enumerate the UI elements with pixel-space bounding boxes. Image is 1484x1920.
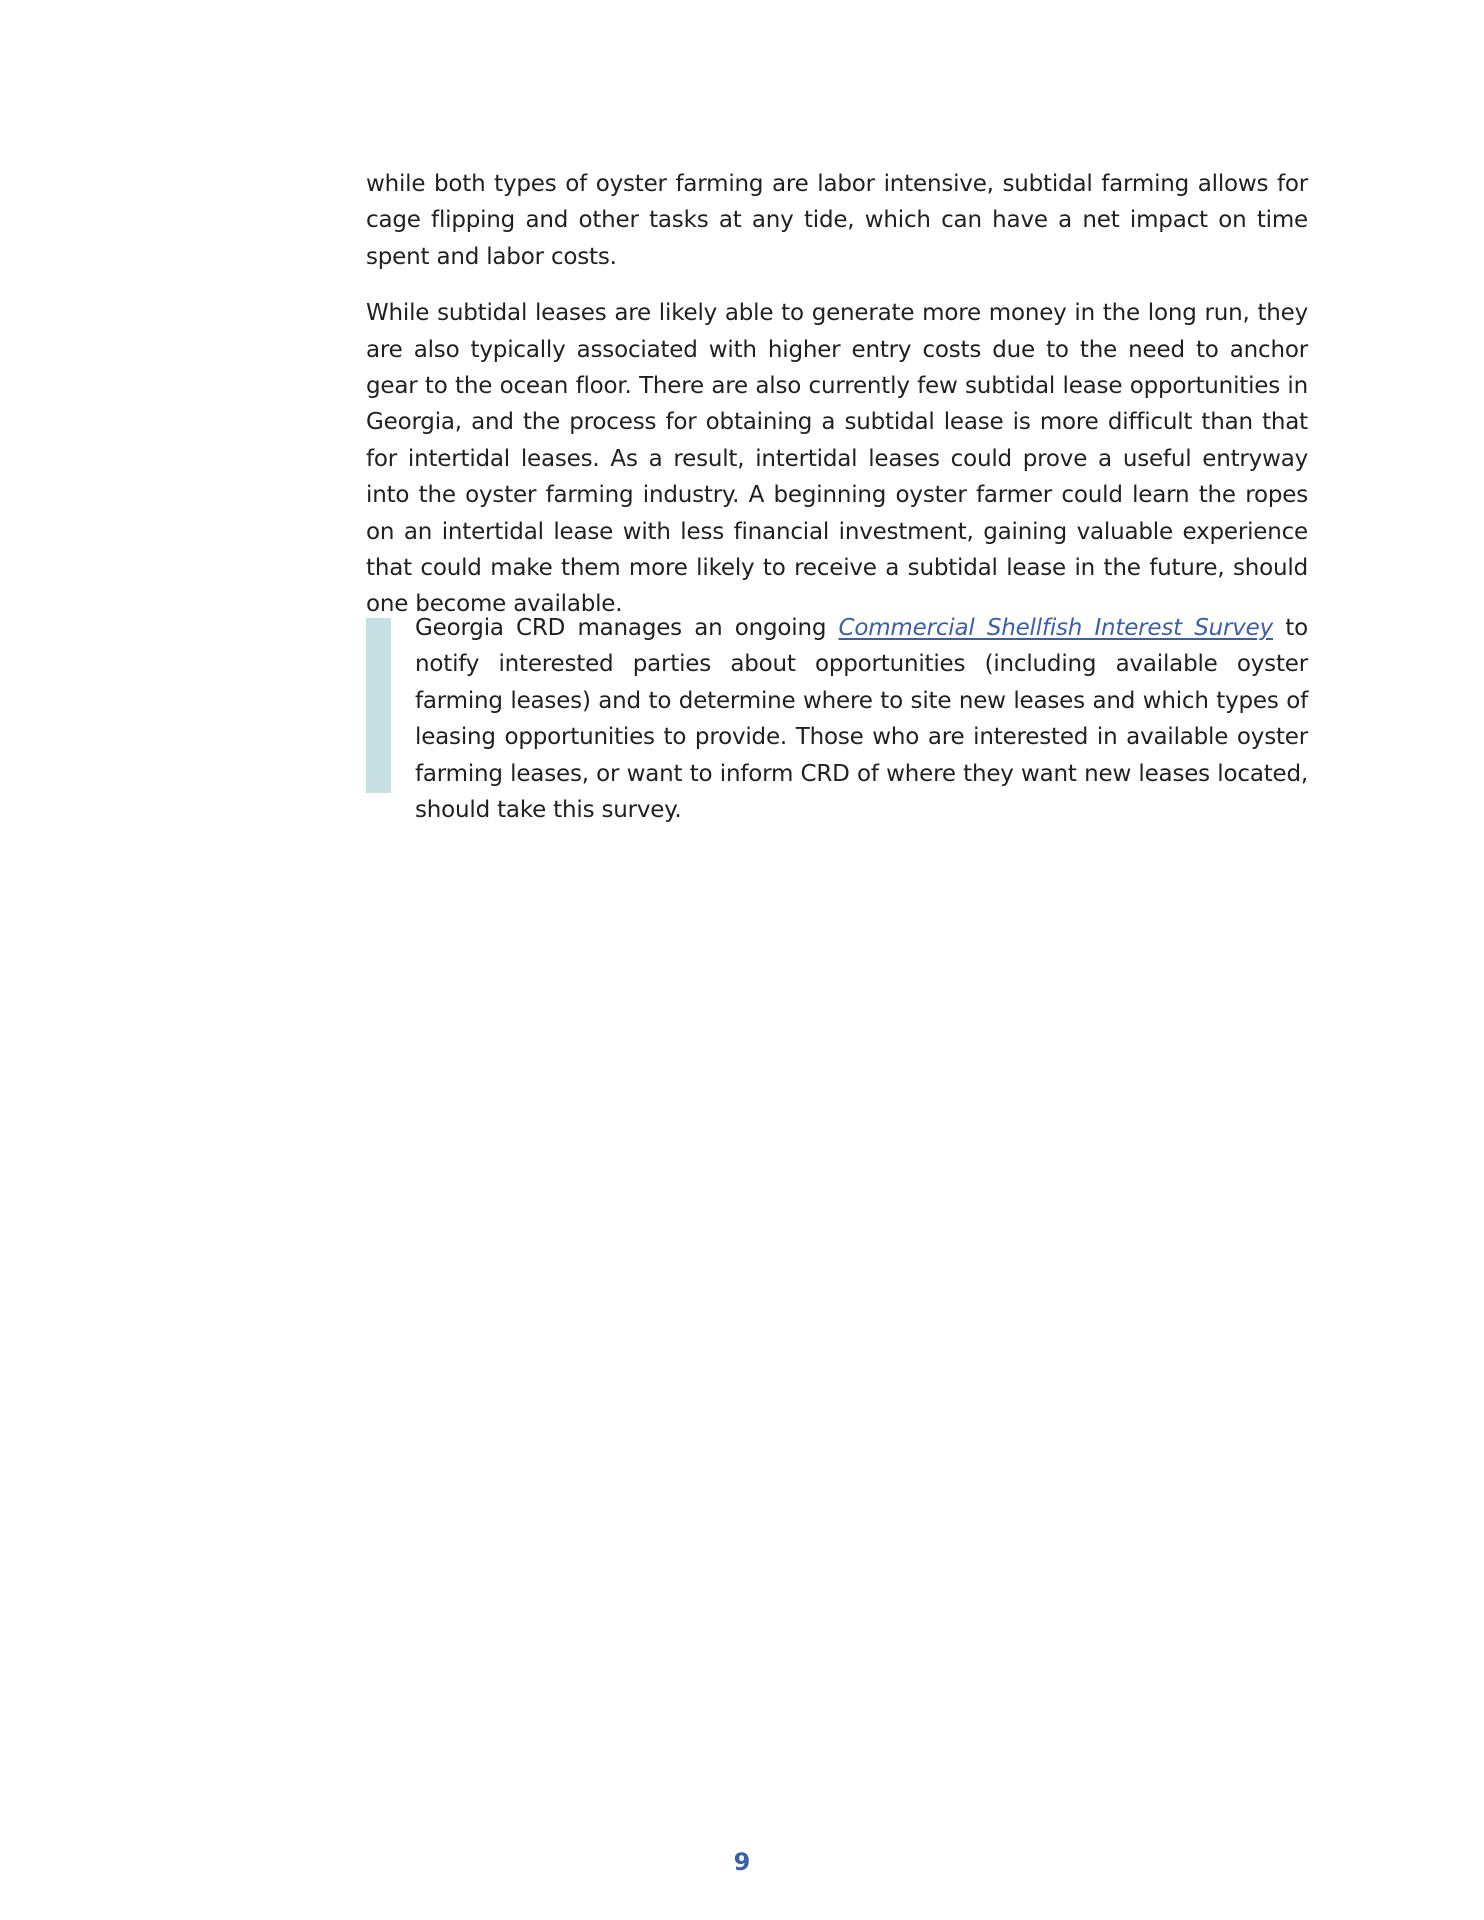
callout-text	[415, 610, 1308, 828]
callout-text-before-link: Georgia CRD manages an ongoing	[415, 615, 839, 641]
shellfish-survey-link[interactable]: Commercial Shellfish Interest Survey	[838, 615, 1274, 641]
survey-callout	[366, 610, 1308, 828]
callout-accent-bar	[366, 618, 391, 793]
body-paragraph-2: While subtidal leases are likely able to generate more money in the long run, they are also typically associated with higher entry costs due to the need to anchor gear to the ocean floor. There are also currently few subtidal lease opportunities in Georgia, and the process for obtaining a subtidal lease is more difficult than that for intertidal leases. As a result, intertidal leases could prove a useful entryway into the oyster farming industry. A beginning oyster farmer could learn the ropes on an intertidal lease with less financial investment, gaining valuable experience that could make them more likely to receive a subtidal lease in the future, should one become available.	[366, 300, 1308, 618]
page-number: 9	[733, 1848, 751, 1876]
body-text	[366, 166, 1308, 623]
callout-text-after-link: to notify interested parties about opportunities (including available oyster farming leases) and to determine where to site new leases and which types of leasing opportunities to provide. Those who are interested in available oyster farming leases, or want to inform CRD of where they want new leases located, should take this survey.	[415, 615, 1308, 824]
body-paragraph-1: while both types of oyster farming are labor intensive, subtidal farming allows for cage flipping and other tasks at any tide, which can have a net impact on time spent and labor costs.	[366, 171, 1308, 270]
